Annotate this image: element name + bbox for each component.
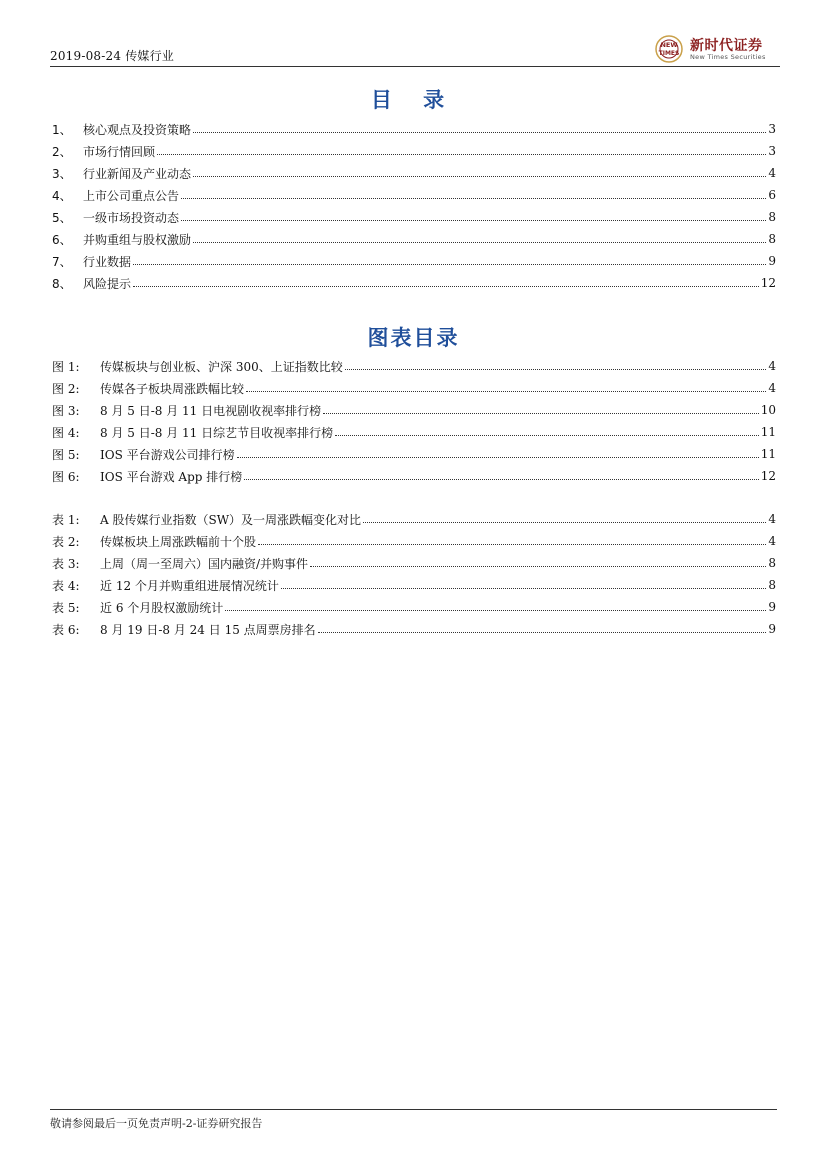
toc-entry[interactable] (52, 250, 776, 272)
toc-dot-leader (193, 242, 766, 243)
toc-entry-number: 图 5: (52, 447, 80, 462)
company-logo (650, 34, 780, 64)
toc-entry-page: 8 (768, 556, 776, 570)
toc-entry-page: 4 (768, 512, 776, 526)
figure-entry[interactable] (52, 377, 776, 399)
table-entry[interactable] (52, 530, 776, 552)
toc-dot-leader (246, 391, 766, 392)
toc-entry-number: 表 4: (52, 578, 80, 593)
toc-entry-number: 3、 (52, 166, 72, 181)
toc-entry-page: 12 (760, 469, 776, 483)
toc-dot-leader (335, 435, 759, 436)
toc-entry[interactable] (52, 206, 776, 228)
toc-entry-number: 表 5: (52, 600, 80, 615)
toc-entry-label: 近 6 个月股权激励统计 (100, 600, 224, 615)
toc-dot-leader (244, 479, 758, 480)
table-entry[interactable] (52, 574, 776, 596)
toc-entry[interactable] (52, 272, 776, 294)
figures-list (52, 355, 776, 487)
toc-entry-label: A 股传媒行业指数（SW）及一周涨跌幅变化对比 (100, 512, 362, 527)
toc-entry-label: 市场行情回顾 (83, 144, 156, 159)
table-entry[interactable] (52, 508, 776, 530)
toc-entry-page: 11 (760, 425, 776, 439)
toc-dot-leader (133, 264, 766, 265)
toc-entry-page: 10 (760, 403, 776, 417)
toc-entry[interactable] (52, 184, 776, 206)
toc-entry-number: 7、 (52, 254, 72, 269)
toc-entry-number: 图 3: (52, 403, 80, 418)
toc-dot-leader (323, 413, 759, 414)
toc-dot-leader (193, 132, 766, 133)
toc-dot-leader (237, 457, 759, 458)
toc-entry[interactable] (52, 118, 776, 140)
toc-dot-leader (258, 544, 766, 545)
toc-entry-number: 6、 (52, 232, 72, 247)
toc-dot-leader (133, 286, 759, 287)
toc-entry-label: 上周（周一至周六）国内融资/并购事件 (100, 556, 309, 571)
toc-list (52, 118, 776, 294)
toc-entry[interactable] (52, 140, 776, 162)
toc-dot-leader (318, 632, 767, 633)
figure-entry[interactable] (52, 443, 776, 465)
toc-entry-label: 传媒板块上周涨跌幅前十个股 (100, 534, 257, 549)
toc-entry[interactable] (52, 228, 776, 250)
toc-dot-leader (181, 220, 766, 221)
table-entry[interactable] (52, 618, 776, 640)
toc-entry-number: 图 2: (52, 381, 80, 396)
toc-entry-page: 3 (768, 144, 776, 158)
toc-title: 目 录 (370, 88, 457, 112)
toc-entry-label: 8 月 5 日-8 月 11 日综艺节目收视率排行榜 (100, 425, 334, 440)
toc-entry-number: 表 3: (52, 556, 80, 571)
toc-entry-page: 4 (768, 359, 776, 373)
toc-entry-number: 图 1: (52, 359, 80, 374)
toc-entry-number: 2、 (52, 144, 72, 159)
toc-dot-leader (310, 566, 766, 567)
toc-entry-number: 表 2: (52, 534, 80, 549)
toc-entry-label: 风险提示 (83, 276, 132, 291)
toc-entry-label: 8 月 5 日-8 月 11 日电视剧收视率排行榜 (100, 403, 322, 418)
toc-dot-leader (363, 522, 766, 523)
toc-entry-label: 一级市场投资动态 (83, 210, 180, 225)
page-header (50, 34, 780, 68)
logo-chinese-name: 新时代证券 (690, 38, 763, 54)
toc-entry-number: 8、 (52, 276, 72, 291)
toc-entry-page: 11 (760, 447, 776, 461)
toc-dot-leader (281, 588, 766, 589)
logo-mark-icon (652, 34, 686, 64)
table-entry[interactable] (52, 596, 776, 618)
toc-entry-number: 表 6: (52, 622, 80, 637)
figures-toc-title: 图表目录 (367, 326, 460, 350)
toc-entry-label: IOS 平台游戏 App 排行榜 (100, 469, 243, 484)
toc-entry-page: 4 (768, 381, 776, 395)
toc-entry-label: 8 月 19 日-8 月 24 日 15 点周票房排名 (100, 622, 316, 637)
toc-entry-label: 行业数据 (83, 254, 132, 269)
toc-entry-number: 表 1: (52, 512, 80, 527)
toc-entry-number: 图 4: (52, 425, 80, 440)
toc-dot-leader (225, 610, 766, 611)
toc-entry-page: 4 (768, 534, 776, 548)
figure-entry[interactable] (52, 355, 776, 377)
figure-entry[interactable] (52, 421, 776, 443)
toc-entry-page: 8 (768, 232, 776, 246)
toc-entry-number: 4、 (52, 188, 72, 203)
footer-disclaimer: 敬请参阅最后一页免责声明-2-证券研究报告 (50, 1117, 263, 1130)
header-divider (50, 66, 780, 67)
toc-entry-label: 核心观点及投资策略 (83, 122, 192, 137)
toc-entry-page: 8 (768, 210, 776, 224)
toc-entry-label: 上市公司重点公告 (83, 188, 180, 203)
toc-entry-page: 9 (768, 622, 776, 636)
tables-list (52, 508, 776, 640)
toc-dot-leader (181, 198, 766, 199)
toc-entry-page: 9 (768, 600, 776, 614)
toc-dot-leader (345, 369, 767, 370)
toc-dot-leader (193, 176, 766, 177)
toc-entry-label: 传媒各子板块周涨跌幅比较 (100, 381, 245, 396)
toc-entry-number: 1、 (52, 122, 72, 137)
toc-entry-page: 12 (760, 276, 776, 290)
toc-entry-label: 并购重组与股权激励 (83, 232, 192, 247)
toc-entry-label: 近 12 个月并购重组进展情况统计 (100, 578, 279, 593)
toc-dot-leader (157, 154, 766, 155)
toc-entry-label: 传媒板块与创业板、沪深 300、上证指数比较 (100, 359, 343, 374)
toc-entry-page: 6 (768, 188, 776, 202)
toc-entry-page: 9 (768, 254, 776, 268)
footer-divider (50, 1109, 777, 1110)
toc-entry-number: 5、 (52, 210, 72, 225)
toc-entry-number: 图 6: (52, 469, 80, 484)
toc-entry-page: 4 (768, 166, 776, 180)
logo-english-name: New Times Securities (690, 53, 766, 61)
header-date-industry: 2019-08-24 传媒行业 (50, 49, 175, 63)
toc-entry-label: 行业新闻及产业动态 (83, 166, 192, 181)
toc-entry-page: 3 (768, 122, 776, 136)
figure-entry[interactable] (52, 465, 776, 487)
toc-entry-page: 8 (768, 578, 776, 592)
figure-entry[interactable] (52, 399, 776, 421)
toc-entry[interactable] (52, 162, 776, 184)
table-entry[interactable] (52, 552, 776, 574)
svg-text:NEW: NEW (660, 41, 678, 49)
toc-entry-label: IOS 平台游戏公司排行榜 (100, 447, 235, 462)
svg-text:TIMES: TIMES (658, 50, 680, 57)
